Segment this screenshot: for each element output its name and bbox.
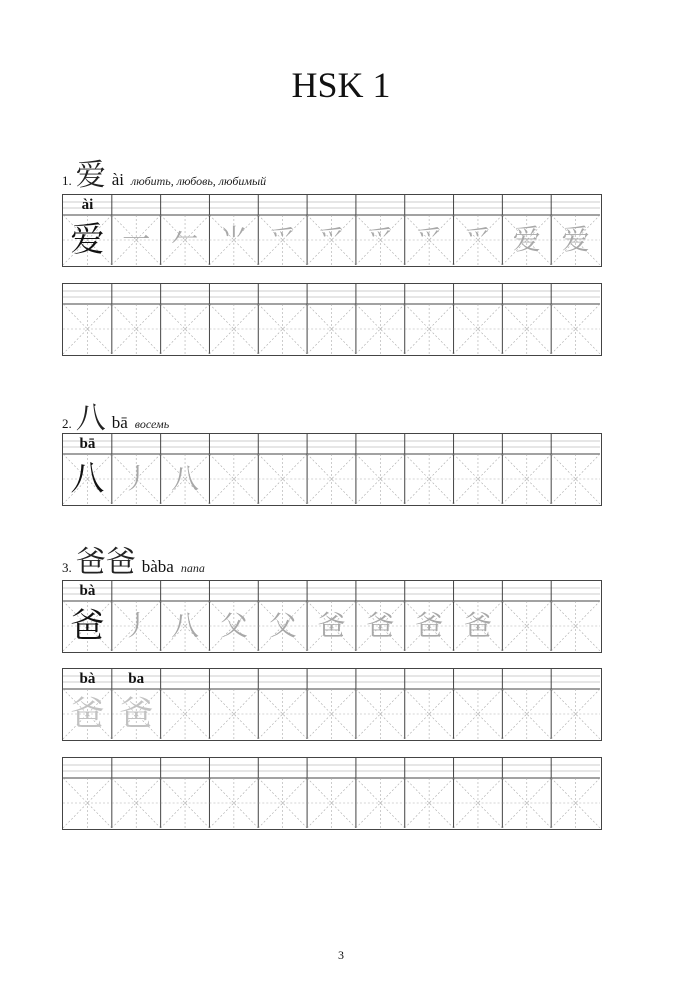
entry-pinyin: ài: [111, 170, 125, 189]
stroke-step: 爫: [317, 223, 346, 256]
entry-number: 1.: [62, 173, 72, 188]
entry-header-3: [62, 537, 205, 581]
stroke-step: 爫: [268, 223, 297, 256]
stroke-step: 丿: [122, 609, 151, 642]
pinyin-label: bà: [79, 583, 96, 599]
entry-hanzi: 爱: [75, 158, 106, 193]
entry-number: 2.: [62, 416, 72, 431]
model-character: 爸: [70, 694, 105, 734]
stroke-step: 爸: [415, 609, 444, 642]
practice-grid[interactable]: [62, 433, 602, 506]
stroke-step: ⺌: [219, 223, 248, 256]
stroke-step: 爫: [415, 223, 444, 256]
stroke-step: 八: [171, 462, 200, 495]
practice-grid[interactable]: [62, 283, 602, 356]
entry-header-1: [62, 150, 266, 194]
stroke-step: 父: [268, 609, 297, 642]
entry-meaning: восемь: [134, 417, 170, 431]
stroke-step: 爫: [463, 223, 492, 256]
pinyin-label: ài: [81, 197, 94, 213]
entry-hanzi: 爸爸: [75, 545, 136, 580]
pinyin-label: ba: [128, 671, 145, 687]
entry-pinyin: bàba: [141, 557, 174, 576]
model-character: 爸: [70, 606, 105, 646]
entry-hanzi: 八: [75, 401, 106, 436]
entry-header-2: [62, 393, 169, 437]
entry-meaning: любить, любовь, любимый: [131, 174, 267, 188]
page-number: 3: [338, 948, 344, 962]
pinyin-label: bā: [79, 436, 96, 452]
model-character: 爸: [119, 694, 154, 734]
stroke-step: 一: [122, 223, 151, 256]
page-title: HSK 1: [291, 65, 391, 105]
stroke-step: 爱: [561, 223, 590, 256]
practice-grid[interactable]: [62, 194, 602, 267]
stroke-step: 父: [219, 609, 248, 642]
stroke-step: 八: [171, 609, 200, 642]
stroke-step: 爸: [366, 609, 395, 642]
stroke-step: 爱: [512, 223, 541, 256]
practice-grid[interactable]: [62, 668, 602, 741]
model-character: 爱: [70, 220, 105, 260]
model-character: 八: [70, 459, 105, 499]
pinyin-label: bà: [79, 671, 96, 687]
entry-pinyin: bā: [111, 413, 128, 432]
stroke-step: 爸: [317, 609, 346, 642]
stroke-step: 𠂉: [171, 223, 200, 256]
stroke-step: 爫: [366, 223, 395, 256]
entry-number: 3.: [62, 560, 72, 575]
grid-lines: [63, 758, 600, 828]
stroke-step: 爸: [463, 609, 492, 642]
entry-meaning: папа: [180, 561, 205, 575]
stroke-step: 丿: [122, 462, 151, 495]
practice-grid[interactable]: [62, 580, 602, 653]
practice-grid[interactable]: [62, 757, 602, 830]
grid-lines: [63, 284, 600, 354]
